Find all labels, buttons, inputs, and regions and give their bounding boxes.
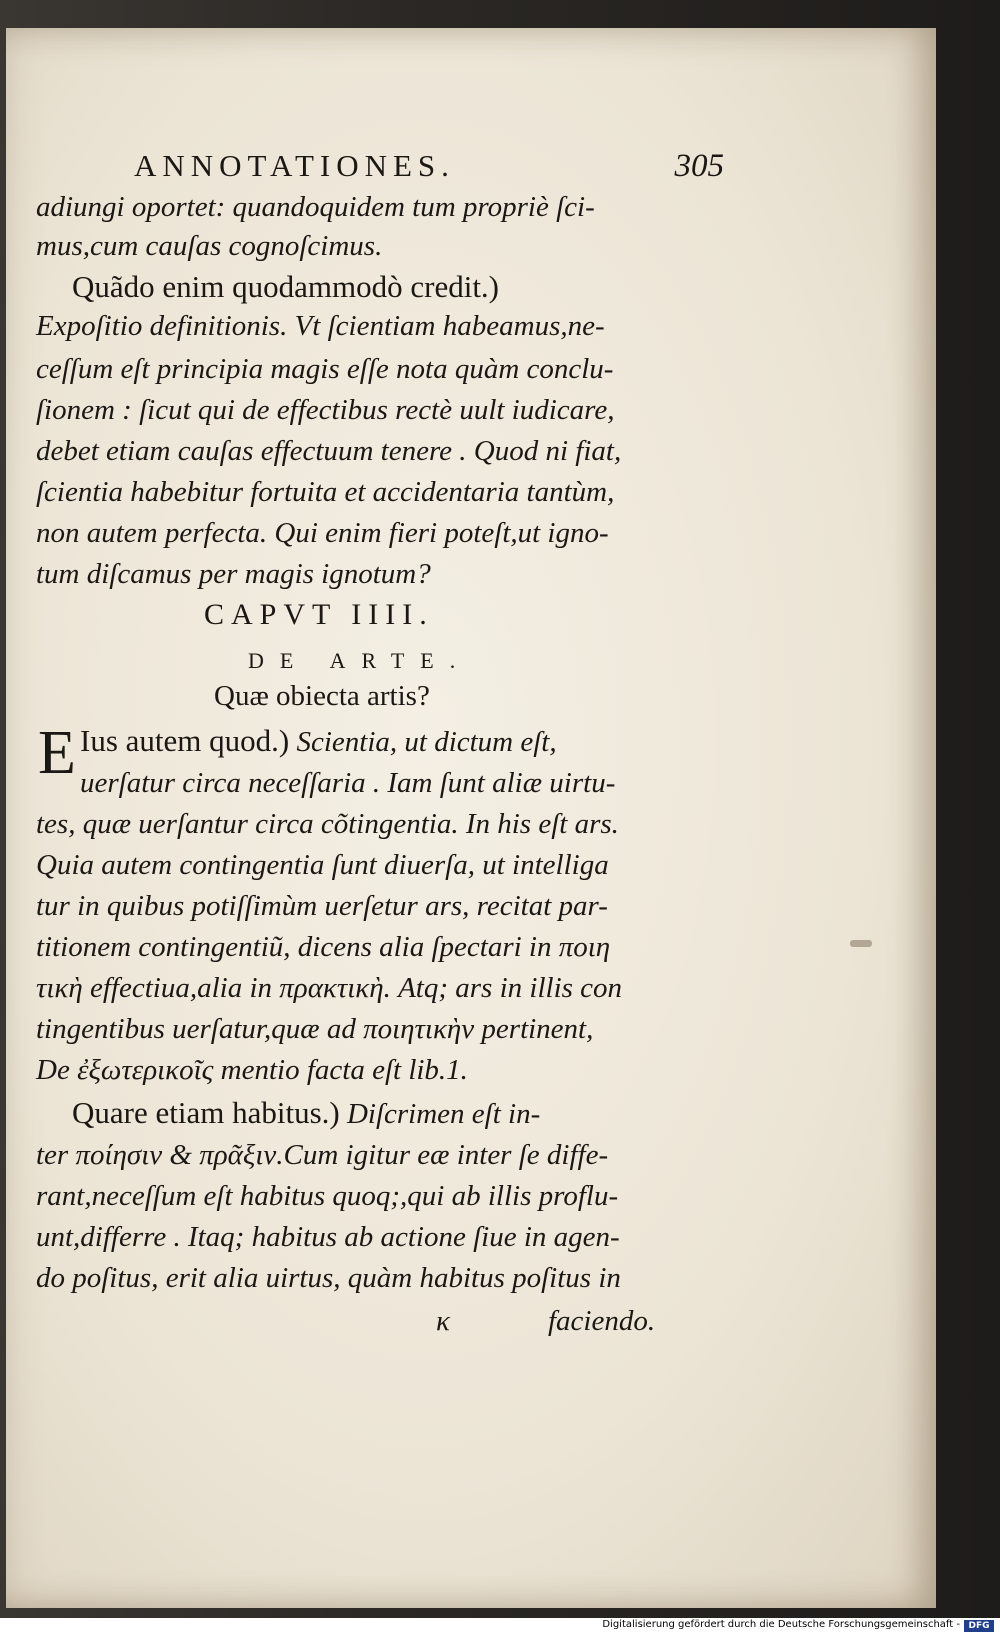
footer-bar xyxy=(0,1618,1000,1635)
lemma-line xyxy=(80,724,557,759)
text-line: uerſatur circa neceſſaria . Iam ſunt aliæ uirtu- xyxy=(80,767,616,799)
text-line: ſionem : ſicut qui de effectibus rectè uult iudicare, xyxy=(36,394,615,426)
text-line: tes, quæ uerſantur circa cõtingentia. In his eſt ars. xyxy=(36,808,619,840)
lemma-heading: Quare etiam habitus.) xyxy=(72,1095,340,1130)
text-line: debet etiam cauſas effectuum tenere . Quod ni fiat, xyxy=(36,435,622,467)
signature-mark: κ xyxy=(436,1305,450,1337)
text-line: De ἐξωτερικοῖς mentio facta eſt lib.1. xyxy=(36,1054,468,1086)
text-line: tum diſcamus per magis ignotum? xyxy=(36,558,431,590)
lemma-heading: Quãdo enim quodammodò credit.) xyxy=(72,269,500,304)
question-heading: Quæ obiecta artis? xyxy=(214,680,430,712)
footer-credit: Digitalisierung gefördert durch die Deutsche Forschungsgemeinschaft - xyxy=(602,1619,960,1630)
text-line: tur in quibus potiſſimùm uerſetur ars, recitat par- xyxy=(36,890,608,922)
text-line: adiungi oportet: quandoquidem tum propriè ſci- xyxy=(36,191,595,223)
chapter-subheading: DE ARTE. xyxy=(248,648,472,673)
text-line: do poſitus, erit alia uirtus, quàm habitus poſitus in xyxy=(36,1262,621,1294)
dfg-logo: DFG xyxy=(964,1620,994,1632)
text-line: ter ποίησιν & πρᾶξιν.Cum igitur eæ inter ſe diffe- xyxy=(36,1139,609,1171)
running-title: ANNOTATIONES. xyxy=(134,148,455,183)
text-line: Diſcrimen eſt in- xyxy=(346,1098,541,1130)
text-line: non autem perfecta. Qui enim fieri poteſt,ut igno- xyxy=(36,517,609,549)
page-number: 305 xyxy=(674,148,724,184)
text-line: mus,cum cauſas cognoſcimus. xyxy=(36,230,383,262)
catchword: faciendo. xyxy=(548,1305,656,1337)
lemma-heading: Ius autem quod.) xyxy=(80,723,290,758)
text-line: titionem contingentiũ, dicens alia ſpectari in ποιη xyxy=(36,931,611,963)
text-line: ſcientia habebitur fortuita et accidentaria tantùm, xyxy=(36,476,615,508)
text-line: ceſſum eſt principia magis eſſe nota quàm conclu- xyxy=(36,353,614,385)
text-line: rant,neceſſum eſt habitus quoq;,qui ab illis proflu- xyxy=(36,1180,619,1212)
drop-cap: E xyxy=(38,719,76,787)
text-line: Expoſitio definitionis. Vt ſcientiam habeamus,ne- xyxy=(36,310,605,342)
running-head xyxy=(134,148,724,188)
ink-smudge xyxy=(850,940,872,947)
text-line: unt,differre . Itaq; habitus ab actione ſiue in agen- xyxy=(36,1221,620,1253)
text-line: Scientia, ut dictum eſt, xyxy=(296,726,557,758)
chapter-heading: CAPVT IIII. xyxy=(204,598,434,631)
text-line: Quia autem contingentia ſunt diuerſa, ut intelliga xyxy=(36,849,609,881)
text-line: τικὴ effectiua,alia in πρακτικὴ. Atq; ars in illis con xyxy=(36,972,623,1004)
text-line: tingentibus uerſatur,quæ ad ποιητικὴν pertinent, xyxy=(36,1013,594,1045)
lemma-line xyxy=(72,1096,540,1131)
